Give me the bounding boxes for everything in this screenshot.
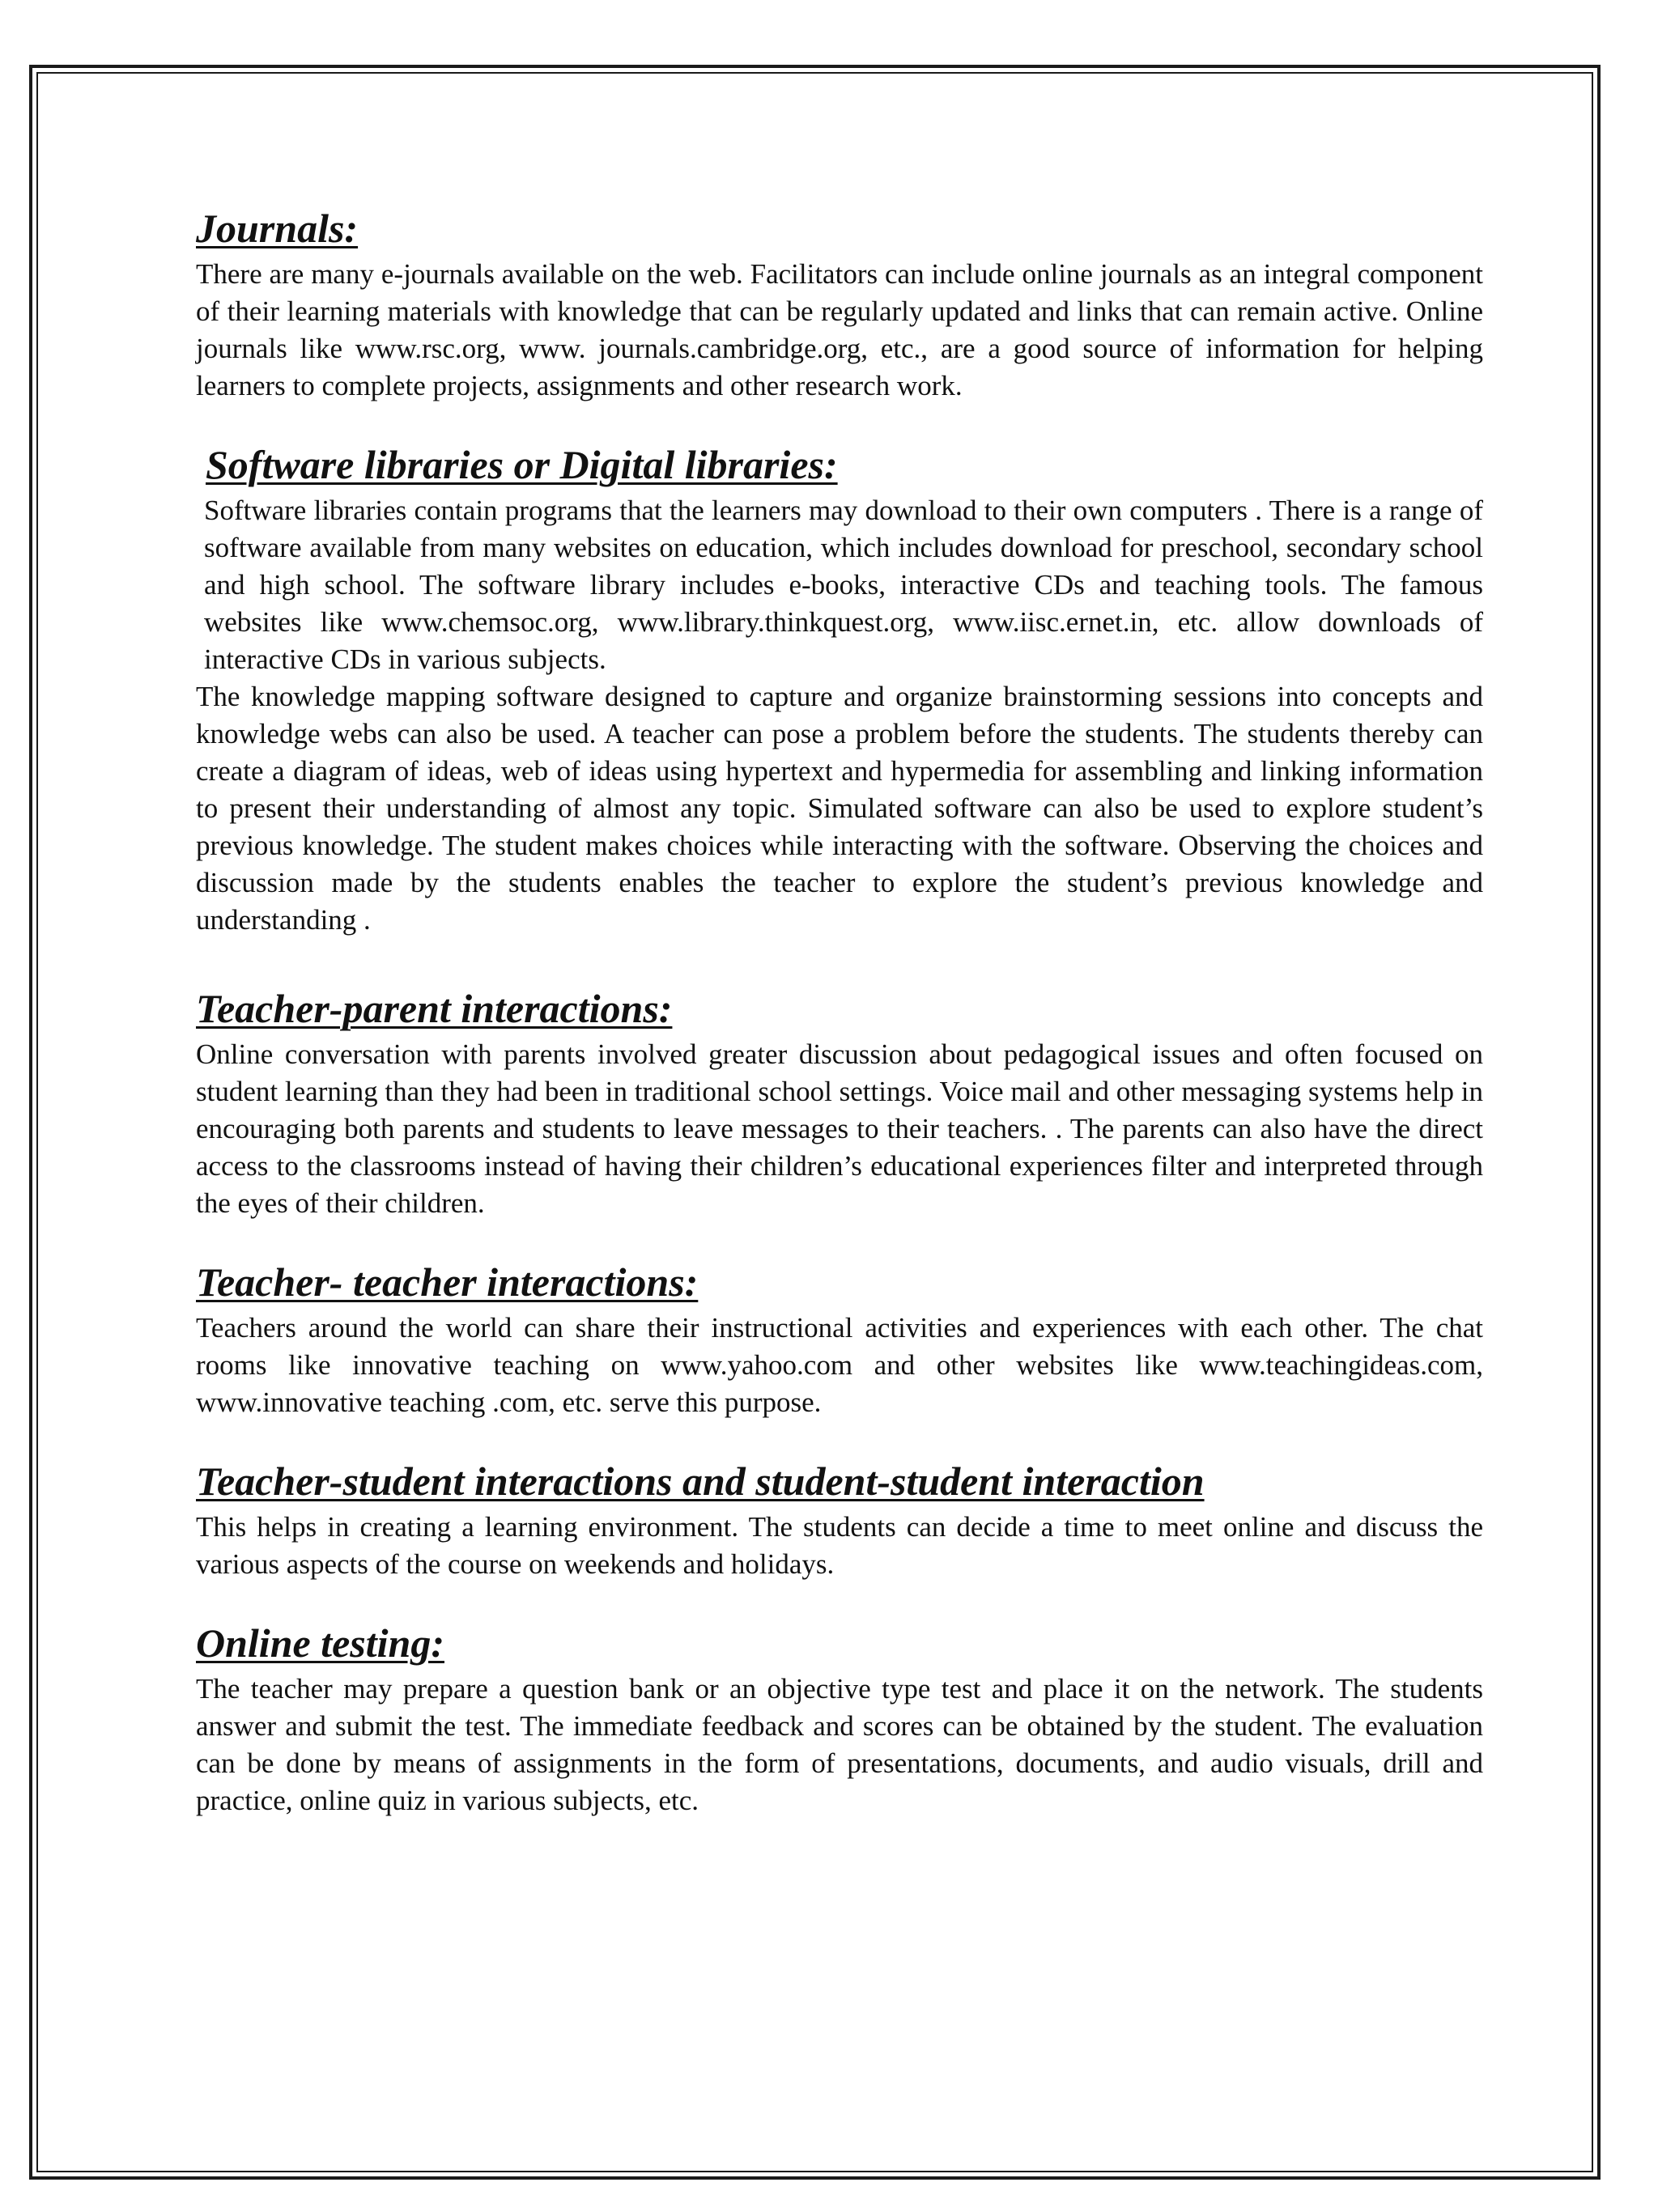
paragraph-journals-1: There are many e-journals available on the web. Facilitators can include online journals as an integral component of their learning materials with knowledge that can be regularly updated and links that can remain active. Online journals like www.rsc.org, www. journals.cambridge.org, etc., are a good source of information for helping learners to complete projects, assignments and other research work.	[196, 258, 1483, 401]
section-software-libraries	[196, 440, 1483, 939]
heading-teacher-parent: Teacher-parent interactions:	[196, 986, 673, 1031]
paragraph-online-testing-1: The teacher may prepare a question bank or an objective type test and place it on the network. The students answer and submit the test. The immediate feedback and scores can be obtained by the student. The evaluation can be done by means of assignments in the form of presentations, documents, and audio visuals, drill and practice, online quiz in various subjects, etc.	[196, 1673, 1483, 1816]
heading-online-testing: Online testing:	[196, 1620, 444, 1666]
heading-teacher-student: Teacher-student interactions and student-student interaction	[196, 1458, 1205, 1504]
section-teacher-teacher	[196, 1258, 1483, 1421]
paragraph-software-2: The knowledge mapping software designed to capture and organize brainstorming sessions into concepts and knowledge webs can also be used. A teacher can pose a problem before the students. The students thereby can create a diagram of ideas, web of ideas using hypertext and hypermedia for assembling and linking information to present their understanding of almost any topic. Simulated software can also be used to explore student’s previous knowledge. The student makes choices while interacting with the software. Observing the choices and discussion made by the students enables the teacher to explore the student’s previous knowledge and understanding .	[196, 681, 1483, 936]
section-teacher-parent	[196, 984, 1483, 1222]
section-online-testing	[196, 1619, 1483, 1819]
document-body	[196, 204, 1483, 1819]
heading-software-libraries: Software libraries or Digital libraries:	[206, 442, 838, 487]
paragraph-software-1: Software libraries contain programs that the learners may download to their own computers . There is a range of software available from many websites on education, which includes download for preschool, secondary school and high school. The software library includes e-books, interactive CDs and teaching tools. The famous websites like www.chemsoc.org, www.library.thinkquest.org, www.iisc.ernet.in, etc. allow downloads of interactive CDs in various subjects.	[204, 495, 1483, 675]
paragraph-teacher-teacher-1: Teachers around the world can share their instructional activities and experiences with each other. The chat rooms like innovative teaching on www.yahoo.com and other websites like www.teachingideas.com, www.innovative teaching .com, etc. serve this purpose.	[196, 1312, 1483, 1418]
paragraph-teacher-student-1: This helps in creating a learning environment. The students can decide a time to meet online and discuss the various aspects of the course on weekends and holidays.	[196, 1511, 1483, 1580]
heading-journals: Journals:	[196, 206, 359, 251]
paragraph-teacher-parent-1: Online conversation with parents involved greater discussion about pedagogical issues and often focused on student learning than they had been in traditional school settings. Voice mail and other messaging systems help in encouraging both parents and students to leave messages to their teachers. . The parents can also have the direct access to the classrooms instead of having their children’s educational experiences filter and interpreted through the eyes of their children.	[196, 1038, 1483, 1219]
heading-teacher-teacher: Teacher- teacher interactions:	[196, 1259, 699, 1305]
section-journals	[196, 204, 1483, 405]
section-teacher-student	[196, 1457, 1483, 1583]
